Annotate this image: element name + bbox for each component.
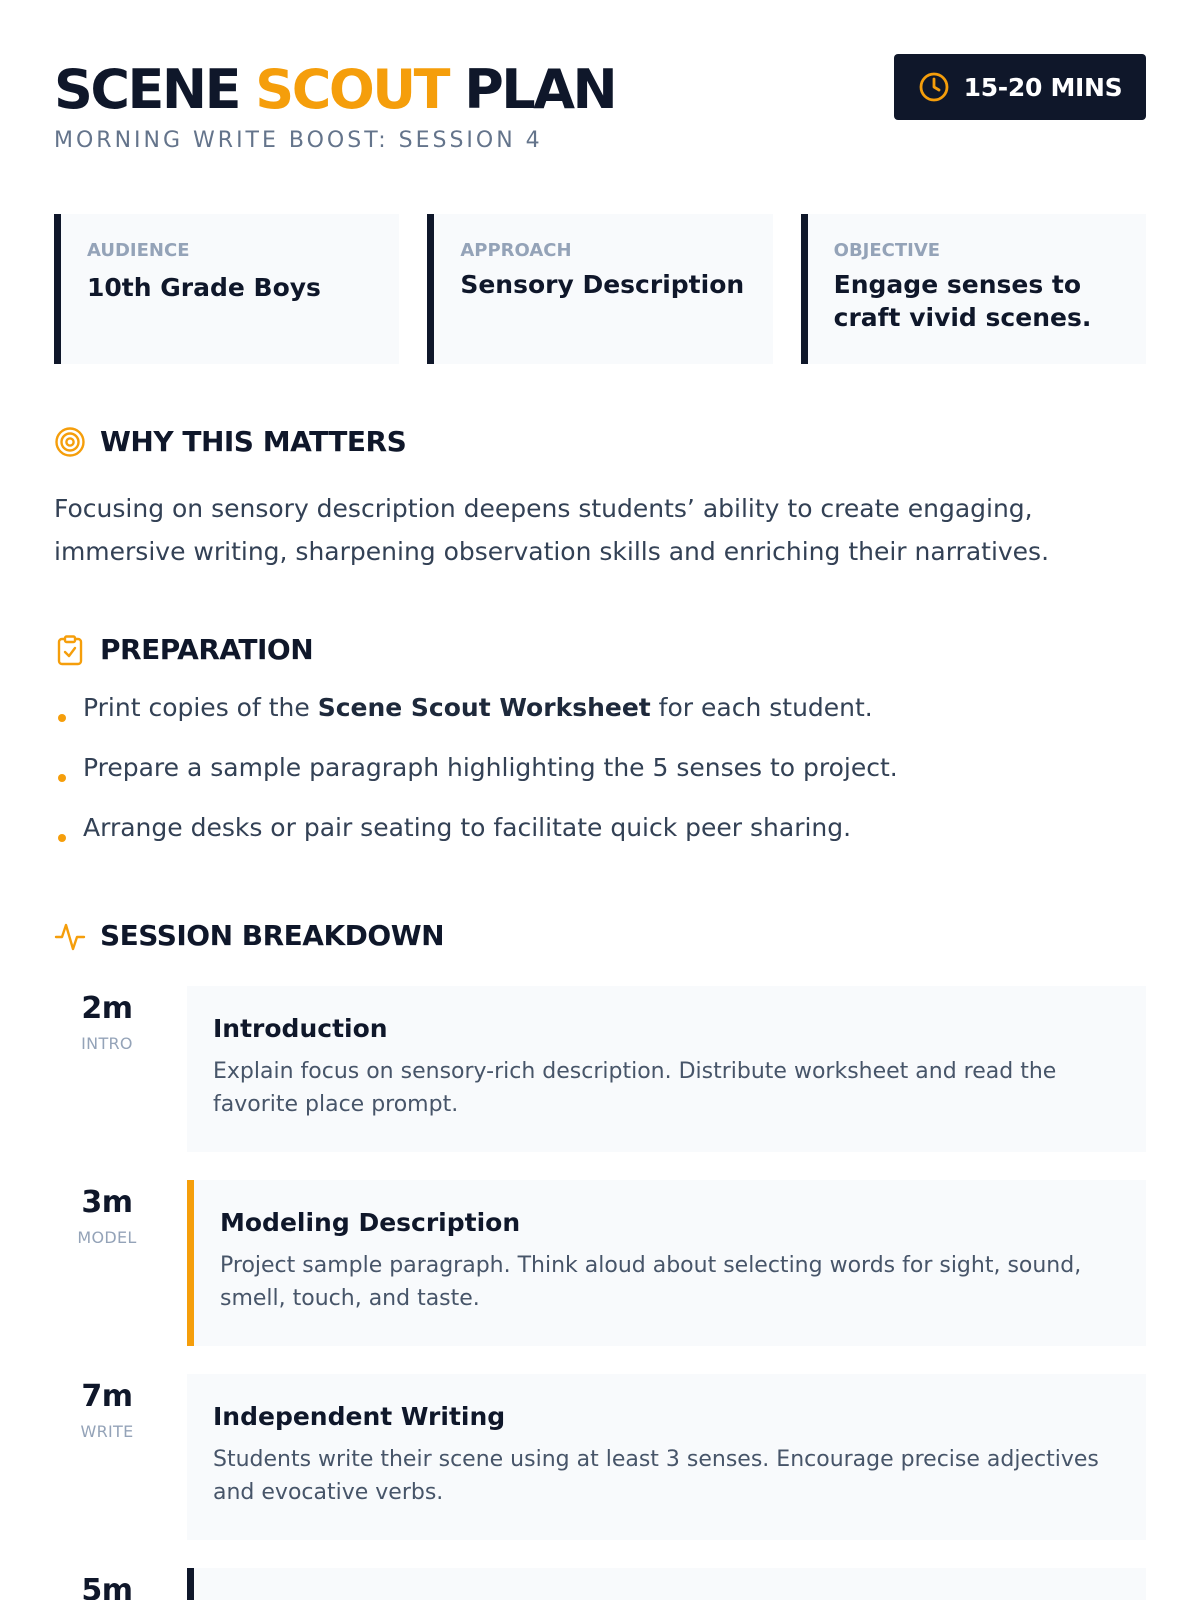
- item-text: Print copies of the: [83, 693, 318, 722]
- clipboard-check-icon: [54, 634, 86, 666]
- clock-icon: [918, 71, 950, 103]
- duration-text: 15-20 MINS: [963, 72, 1123, 102]
- step-title: Introduction: [213, 1014, 388, 1043]
- page-subtitle: MORNING WRITE BOOST: SESSION 4: [54, 128, 543, 153]
- bullet-dot: [58, 834, 66, 842]
- list-item: [54, 750, 1146, 786]
- item-text: for each student.: [650, 693, 873, 722]
- step-description: Students write their scene using at least 3 senses. Encourage precise adjectives and evocative verbs.: [213, 1447, 1099, 1505]
- step-description: Explain focus on sensory-rich description. Distribute worksheet and read the favorite place prompt.: [213, 1059, 1057, 1117]
- step-time: [54, 1574, 160, 1600]
- item-bold-text: Scene Scout Worksheet: [317, 693, 651, 722]
- page-title: [54, 58, 615, 122]
- preparation-list: [54, 690, 1146, 870]
- header: [54, 58, 1146, 168]
- timeline-step: [54, 1374, 1146, 1540]
- step-title: Modeling Description: [220, 1208, 521, 1237]
- audience-card: [54, 214, 399, 364]
- step-title: Independent Writing: [213, 1402, 506, 1431]
- step-card: [187, 1568, 1146, 1600]
- step-card-highlighted: [187, 1180, 1146, 1346]
- breakdown-section-heading: [54, 919, 444, 952]
- bullet-dot: [58, 714, 66, 722]
- preparation-section-heading: [54, 633, 313, 666]
- step-minutes: 2m: [81, 991, 133, 1026]
- step-time: [54, 1380, 160, 1441]
- section-title: PREPARATION: [100, 633, 314, 666]
- card-value: Sensory Description: [460, 270, 745, 299]
- card-label: APPROACH: [460, 240, 572, 261]
- step-tag: WRITE: [80, 1422, 134, 1441]
- step-minutes: 3m: [81, 1185, 133, 1220]
- step-card: [187, 986, 1146, 1152]
- title-part-1: SCENE: [54, 58, 256, 121]
- card-label: OBJECTIVE: [833, 240, 941, 261]
- approach-card: [427, 214, 772, 364]
- session-timeline: [54, 986, 1146, 1600]
- info-cards: [54, 214, 1146, 364]
- card-value: Engage senses to craft vivid scenes.: [833, 270, 1092, 332]
- section-title: WHY THIS MATTERS: [100, 425, 407, 458]
- objective-card: [801, 214, 1146, 364]
- timeline-step: [54, 986, 1146, 1152]
- list-item: [54, 810, 1146, 846]
- list-item: [54, 690, 1146, 726]
- activity-pulse-icon: [54, 920, 86, 952]
- step-card: [187, 1374, 1146, 1540]
- why-section-heading: [54, 425, 406, 458]
- card-label: AUDIENCE: [87, 240, 190, 261]
- timeline-step: [54, 1180, 1146, 1346]
- step-time: [54, 992, 160, 1053]
- card-value: 10th Grade Boys: [87, 273, 321, 302]
- step-minutes: 5m: [81, 1573, 133, 1600]
- lesson-plan-page: [54, 0, 1146, 1600]
- step-minutes: 7m: [81, 1379, 133, 1414]
- section-title: SESSION BREAKDOWN: [100, 919, 445, 952]
- step-tag: INTRO: [81, 1034, 133, 1053]
- bullet-dot: [58, 774, 66, 782]
- duration-badge: [894, 54, 1146, 120]
- step-tag: MODEL: [77, 1228, 137, 1247]
- title-part-2: PLAN: [447, 58, 616, 121]
- step-description: Project sample paragraph. Think aloud about selecting words for sight, sound, smell, touch, and taste.: [220, 1253, 1082, 1311]
- item-text: Arrange desks or pair seating to facilitate quick peer sharing.: [83, 813, 852, 842]
- timeline-step: [54, 1568, 1146, 1600]
- item-text: Prepare a sample paragraph highlighting the 5 senses to project.: [83, 753, 898, 782]
- step-time: [54, 1186, 160, 1247]
- target-icon: [54, 426, 86, 458]
- why-text: Focusing on sensory description deepens students’ ability to create engaging, immersive writing, sharpening observation skills and enriching their narratives.: [54, 494, 1050, 566]
- title-accent: SCOUT: [255, 58, 448, 121]
